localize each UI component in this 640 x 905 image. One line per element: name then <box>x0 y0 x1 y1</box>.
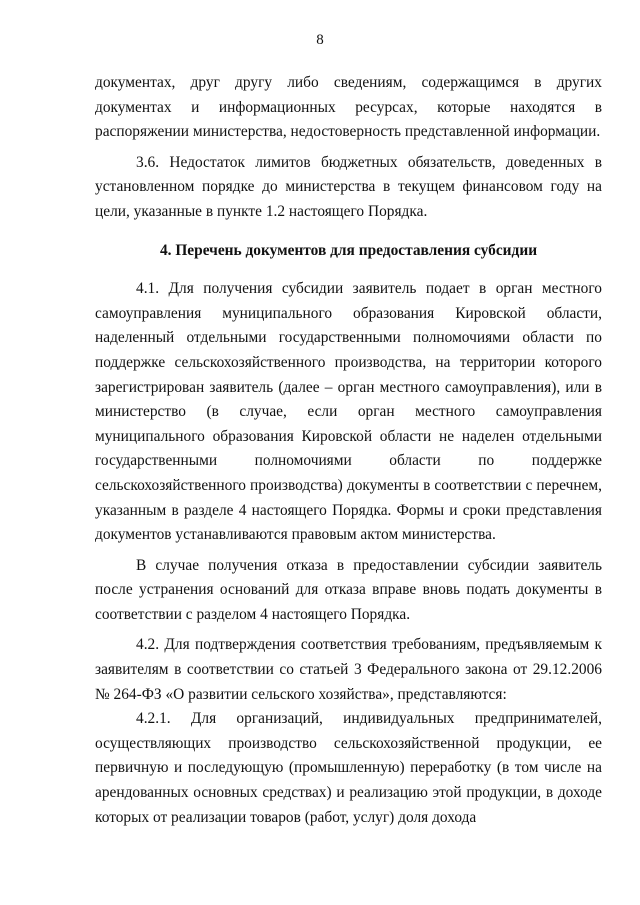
paragraph-4-1: 4.1. Для получения субсидии заявитель подает в орган местного самоуправления муниципального образования Кировской области, наделенный отдельными государственными полномочиями области по поддержке сельскохозяйственного производства, на территории которого зарегистрирован заявитель (далее – орган местного самоуправления), или в министерство (в случае, если орган местного самоуправления муниципального образования Кировской области не наделен отдельными государственными полномочиями области по поддержке сельскохозяйственного производства) документы в соответствии с перечнем, указанным в разделе 4 настоящего Порядка. Формы и сроки представления документов устанавливаются правовым актом министерства. <box>95 280 602 544</box>
document-body <box>95 71 602 830</box>
paragraph-4-2-1: 4.2.1. Для организаций, индивидуальных предпринимателей, осуществляющих производство сельскохозяйственной продукции, ее первичную и последующую (промышленную) переработку (в том числе на арендованных основных средствах) и реализацию этой продукции, в доходе которых от реализации товаров (работ, услуг) доля дохода <box>95 710 602 826</box>
paragraph-3-6: 3.6. Недостаток лимитов бюджетных обязательств, доведенных в установленном порядке до министерства в текущем финансовом году на цели, указанные в пункте 1.2 настоящего Порядка. <box>95 153 602 220</box>
page-number: 8 <box>316 32 324 48</box>
section-heading: 4. Перечень документов для предоставления субсидии <box>159 241 538 259</box>
paragraph-4-2: 4.2. Для подтверждения соответствия требованиям, предъявляемым к заявителям в соответствии со статьей 3 Федерального закона от 29.12.2006 № 264-ФЗ «О развитии сельского хозяйства», представляются: <box>95 636 602 703</box>
paragraph-refusal: В случае получения отказа в предоставлении субсидии заявитель после устранения оснований для отказа вправе вновь подать документы в соответствии с разделом 4 настоящего Порядка. <box>95 556 602 623</box>
paragraph-continuation: документах, друг другу либо сведениям, содержащимся в других документах и информационных ресурсах, которые находятся в распоряжении министерства, недостоверность представленной информации. <box>95 74 602 141</box>
